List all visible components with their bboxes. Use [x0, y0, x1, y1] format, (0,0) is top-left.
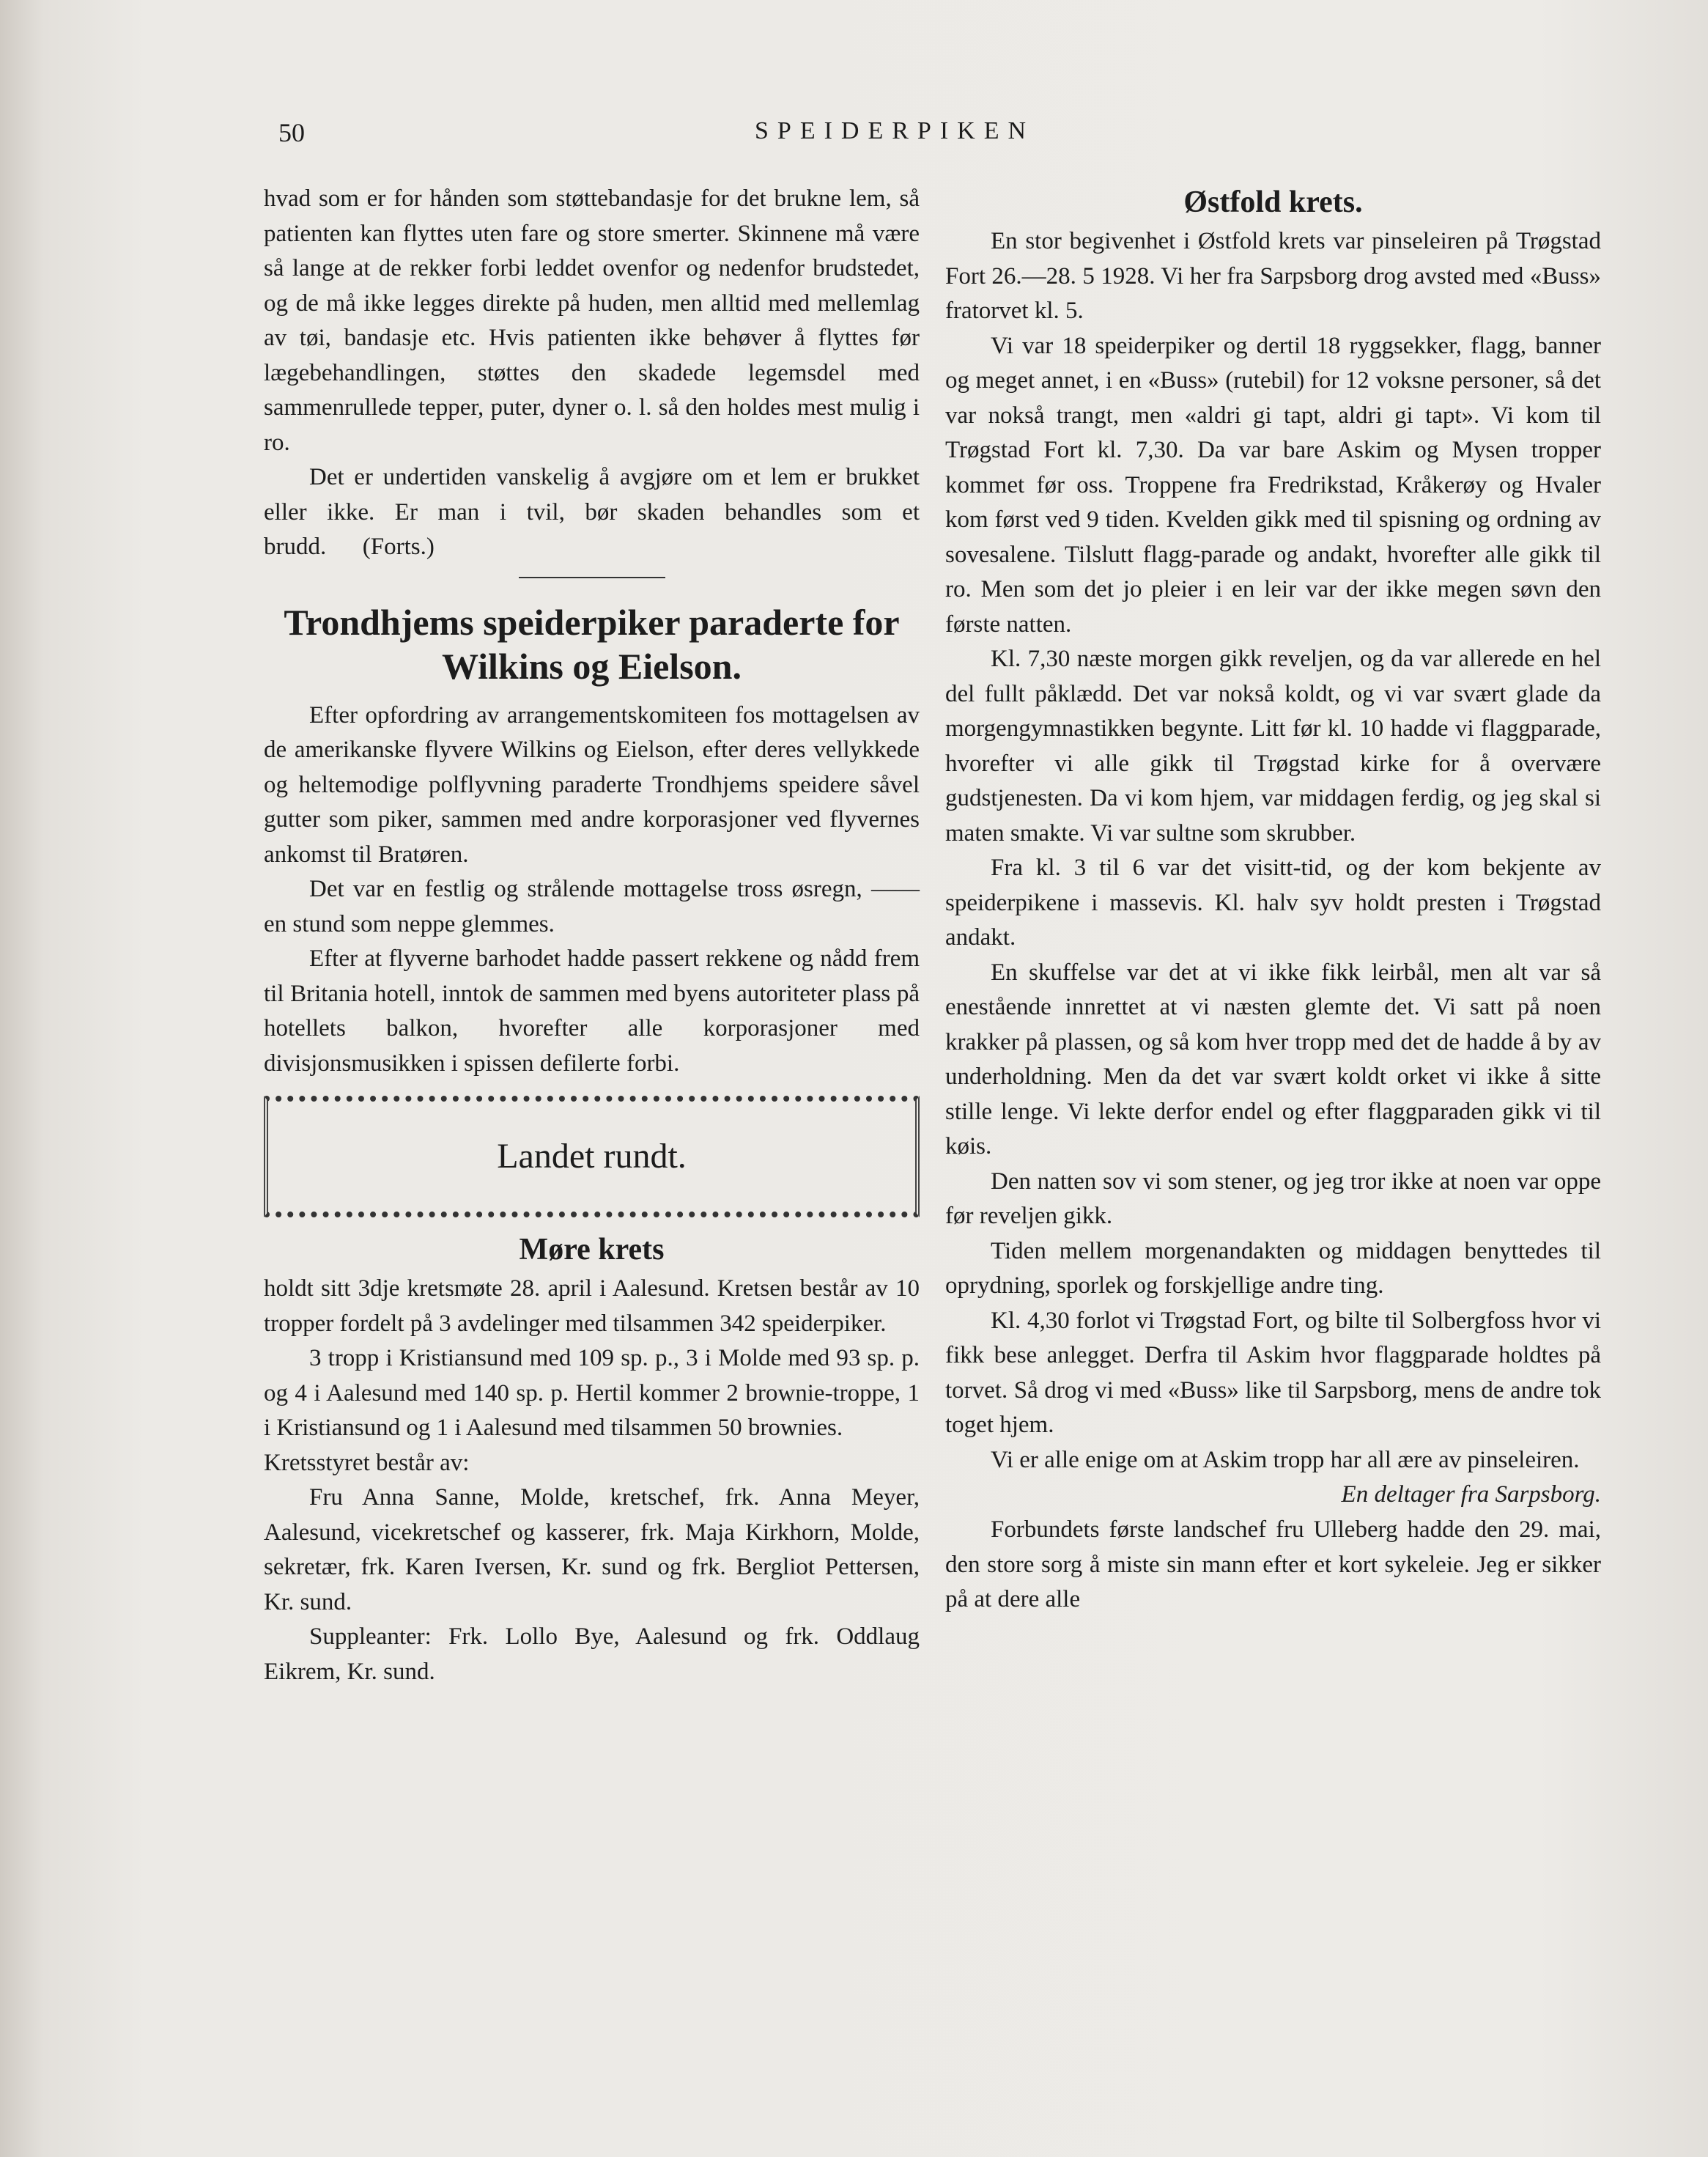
article-paragraph: Det var en festlig og strålende mottagelse tross øsregn, —— en stund som neppe glemmes.: [264, 876, 920, 937]
report-paragraph: Fra kl. 3 til 6 var det visitt-tid, og der kom bekjente av speiderpikene i massevis. Kl. halv syv holdt presten i Trøgstad andakt.: [945, 855, 1601, 951]
section-banner-title: Landet rundt.: [497, 1137, 687, 1176]
report-paragraph: Forbundets første landschef fru Ulleberg hadde den 29. mai, den store sorg å miste sin mann efter et kort sykeleie. Jeg er sikker på at dere alle: [945, 1516, 1601, 1612]
report-paragraph: [945, 1443, 1601, 1508]
report-paragraph: En stor begivenhet i Østfold krets var pinseleiren på Trøgstad Fort 26.—28. 5 1928. Vi her fra Sarpsborg drog avsted med «Buss» fratorvet kl. 5.: [945, 228, 1601, 324]
fracture-text: Det er undertiden vanskelig å avgjøre om et lem er brukket eller ikke. Er man i tvil, bør skaden behandles som et brudd.: [264, 464, 920, 560]
report-paragraph: Den natten sov vi som stener, og jeg tror ikke at noen var oppe før reveljen gikk.: [945, 1168, 1601, 1229]
report-paragraph: Tiden mellem morgenandakten og middagen benyttedes til oprydning, sporlek og forskjellige andre ting.: [945, 1237, 1601, 1299]
more-paragraph: Fru Anna Sanne, Molde, kretschef, frk. Anna Meyer, Aalesund, vicekretschef og kasserer, frk. Maja Kirkhorn, Molde, sekretær, frk. Karen Iversen, Kr. sund og frk. Bergliot Pettersen, Kr. sund.: [264, 1484, 920, 1615]
report-paragraph: Kl. 4,30 forlot vi Trøgstad Fort, og bilte til Solbergfoss hvor vi fikk bese anlegget. Derfra til Askim hvor flaggparade holdtes på torvet. Så drog vi med «Buss» like til Sarpsborg, mens de andre tok toget hjem.: [945, 1307, 1601, 1438]
more-paragraph: 3 tropp i Kristiansund med 109 sp. p., 3 i Molde med 93 sp. p. og 4 i Aalesund med 140 sp. p. Hertil kommer 2 brownie-troppe, 1 i Kristiansund og 1 i Aalesund med tilsammen 50 brownies.: [264, 1345, 920, 1441]
continued-note: (Forts.): [362, 534, 435, 560]
more-paragraph: Kretsstyret består av:: [264, 1449, 470, 1476]
page-number: 50: [278, 118, 305, 147]
article-title: Trondhjems speiderpiker paraderte for Wilkins og Eielson.: [284, 601, 900, 687]
report-paragraph: Vi var 18 speiderpiker og dertil 18 ryggsekker, flagg, banner og meget annet, i en «Buss» (rutebil) for 12 voksne personer, så det var nokså trangt, men «aldri gi tapt, aldri gi tapt». Vi kom til Trøgstad Fort kl. 7,30. Da var bare Askim og Mysen tropper kommet før oss. Troppene fra Fredrikstad, Kråkerøy og Hvaler kom først ved 9 tiden. Kvelden gikk med til spisning og ordning av sovesalene. Tilslutt flagg-parade og andakt, hvorefter alle gikk til ro. Men som det jo pleier i en leir var der ikke megen søvn den første natten.: [945, 332, 1601, 638]
more-paragraph: holdt sitt 3dje kretsmøte 28. april i Aalesund. Kretsen består av 10 tropper fordelt på 3 avdelinger med tilsammen 342 speiderpiker.: [264, 1275, 920, 1337]
report-text: Vi er alle enige om at Askim tropp har all ære av pinseleiren.: [991, 1446, 1580, 1473]
right-column: [945, 182, 1601, 1618]
report-paragraph: Kl. 7,30 næste morgen gikk reveljen, og da var allerede en hel del fullt påklædd. Det var nokså koldt, og vi var svært glade da morgengymnastikken begynte. Litt før kl. 10 hadde vi flaggparade, hvorefter vi alle gikk til Trøgstad kirke for å overvære gudstjenesten. Da vi kom hjem, var middagen ferdig, og jeg skal si maten smakte. Vi var sultne som skrubber.: [945, 646, 1601, 847]
article-paragraph: Efter opfordring av arrangementskomiteen fos mottagelsen av de amerikanske flyvere Wilkins og Eielson, efter deres vellykkede og heltemodige polflyvning paraderte Trondhjems speidere såvel gutter som piker, sammen med andre korporasjoner ved flyvernes ankomst til Bratøren.: [264, 701, 920, 868]
report-paragraph: En skuffelse var det at vi ikke fikk leirbål, men alt var så enestående innrettet at vi næsten glemte det. Vi satt på noen krakker på plassen, og så kom hver tropp med det de hadde å by av underholdning. Men da det var svært koldt orket vi ikke å sitte stille lenge. Vi lekte derfor endel og efter flaggparaden gikk vi til køis.: [945, 959, 1601, 1159]
ostfold-krets-heading: Østfold krets.: [1183, 185, 1363, 219]
continued-paragraph: hvad som er for hånden som støttebandasje for det brukne lem, så patienten kan flyttes uten fare og store smerter. Skinnene må være så lange at de rekker forbi leddet ovenfor og nedenfor brudstedet, og de må ikke legges direkte på huden, men alltid med mellemlag av tøi, bandasje etc. Hvis patienten ikke behøver å flyttes før lægebehandlingen, støttes den skadede legemsdel med sammenrullede tepper, puter, dyner o. l. så den holdes mest mulig i ro.: [264, 185, 920, 456]
signature: En deltager fra Sarpsborg.: [1341, 1481, 1601, 1508]
divider: [519, 577, 665, 578]
section-banner: [264, 1096, 920, 1217]
fracture-paragraph: [264, 460, 920, 565]
article-paragraph: Efter at flyverne barhodet hadde passert rekkene og nådd frem til Britania hotell, inntok de sammen med byens autoriteter plass på hotellets balkon, hvorefter alle korporasjoner med divisjonsmusikken i spissen defilerte forbi.: [264, 945, 920, 1077]
more-krets-heading: Møre krets: [519, 1233, 665, 1266]
left-column: [264, 182, 920, 1689]
more-paragraph: Suppleanter: Frk. Lollo Bye, Aalesund og frk. Oddlaug Eikrem, Kr. sund.: [264, 1623, 920, 1685]
running-head: SPEIDERPIKEN: [755, 117, 1035, 144]
